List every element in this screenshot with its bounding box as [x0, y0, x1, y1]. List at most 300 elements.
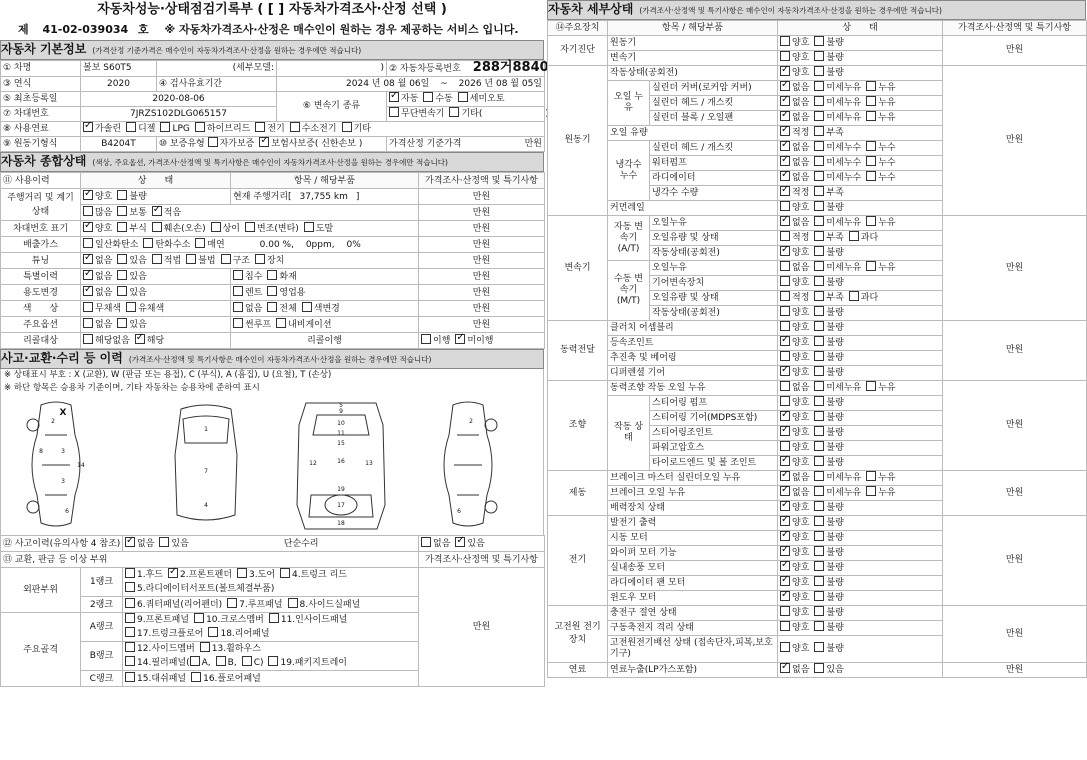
checkbox[interactable] — [194, 613, 204, 623]
checkbox[interactable] — [125, 598, 135, 608]
checkbox[interactable] — [849, 291, 859, 301]
checkbox[interactable] — [814, 381, 824, 391]
checkbox-option[interactable] — [814, 623, 843, 633]
checkbox-option[interactable] — [780, 644, 809, 654]
checkbox-checked[interactable] — [780, 426, 790, 436]
checkbox[interactable] — [780, 291, 790, 301]
checkbox-checked[interactable] — [780, 516, 790, 526]
checkbox[interactable] — [152, 222, 162, 232]
checkbox-option[interactable] — [780, 488, 809, 498]
checkbox-option[interactable] — [780, 368, 809, 378]
checkbox[interactable] — [288, 598, 298, 608]
checkbox-option[interactable] — [780, 503, 809, 513]
checkbox[interactable] — [117, 254, 127, 264]
checkbox-option[interactable] — [866, 98, 895, 108]
checkbox[interactable] — [389, 107, 399, 117]
checkbox-option[interactable] — [780, 563, 809, 573]
checkbox-checked[interactable] — [780, 411, 790, 421]
checkbox-option[interactable] — [267, 304, 296, 314]
checkbox-option[interactable] — [458, 94, 505, 104]
checkbox[interactable] — [780, 642, 790, 652]
checkbox[interactable] — [814, 96, 824, 106]
checkbox[interactable] — [814, 36, 824, 46]
checkbox-option[interactable] — [866, 143, 895, 153]
checkbox-option[interactable] — [242, 658, 264, 668]
checkbox[interactable] — [342, 122, 352, 132]
checkbox[interactable] — [814, 411, 824, 421]
checkbox[interactable] — [814, 246, 824, 256]
checkbox[interactable] — [160, 122, 170, 132]
checkbox-checked[interactable] — [780, 561, 790, 571]
checkbox-option[interactable] — [780, 188, 809, 198]
checkbox[interactable] — [268, 656, 278, 666]
checkbox-option[interactable] — [814, 173, 861, 183]
checkbox[interactable] — [195, 238, 205, 248]
checkbox[interactable] — [814, 546, 824, 556]
checkbox-option[interactable] — [233, 288, 262, 298]
checkbox-option[interactable] — [814, 413, 843, 423]
checkbox-option[interactable] — [866, 113, 895, 123]
checkbox-option[interactable] — [780, 665, 809, 675]
checkbox-option[interactable] — [780, 218, 809, 228]
checkbox-option[interactable] — [780, 443, 809, 453]
checkbox[interactable] — [814, 276, 824, 286]
checkbox-option[interactable] — [117, 224, 146, 234]
checkbox[interactable] — [117, 222, 127, 232]
checkbox-option[interactable] — [814, 488, 861, 498]
checkbox[interactable] — [780, 201, 790, 211]
checkbox[interactable] — [780, 441, 790, 451]
checkbox[interactable] — [780, 51, 790, 61]
checkbox-checked[interactable] — [780, 171, 790, 181]
checkbox[interactable] — [242, 656, 252, 666]
checkbox-option[interactable] — [280, 570, 347, 580]
checkbox-option[interactable] — [290, 124, 337, 134]
checkbox-option[interactable] — [276, 320, 331, 330]
checkbox[interactable] — [255, 122, 265, 132]
checkbox-option[interactable] — [423, 94, 452, 104]
checkbox[interactable] — [814, 396, 824, 406]
checkbox-checked[interactable] — [780, 81, 790, 91]
checkbox[interactable] — [814, 186, 824, 196]
checkbox[interactable] — [421, 334, 431, 344]
checkbox[interactable] — [269, 613, 279, 623]
checkbox-option[interactable] — [233, 304, 262, 314]
checkbox-checked[interactable] — [780, 591, 790, 601]
checkbox-option[interactable] — [421, 336, 450, 346]
checkbox[interactable] — [814, 516, 824, 526]
checkbox[interactable] — [814, 441, 824, 451]
checkbox-option[interactable] — [780, 608, 809, 618]
checkbox-option[interactable] — [421, 539, 450, 549]
checkbox-checked[interactable] — [135, 334, 145, 344]
checkbox[interactable] — [780, 36, 790, 46]
checkbox-option[interactable] — [780, 293, 809, 303]
checkbox-option[interactable] — [780, 338, 809, 348]
checkbox[interactable] — [814, 561, 824, 571]
checkbox-option[interactable] — [126, 124, 155, 134]
checkbox[interactable] — [290, 122, 300, 132]
checkbox-checked[interactable] — [780, 501, 790, 511]
checkbox-checked[interactable] — [125, 537, 135, 547]
checkbox-option[interactable] — [195, 240, 224, 250]
checkbox-checked[interactable] — [780, 456, 790, 466]
checkbox-checked[interactable] — [259, 137, 269, 147]
checkbox-checked[interactable] — [780, 486, 790, 496]
checkbox[interactable] — [814, 531, 824, 541]
checkbox-option[interactable] — [814, 533, 843, 543]
checkbox-option[interactable] — [814, 323, 843, 333]
checkbox-option[interactable] — [780, 233, 809, 243]
checkbox-option[interactable] — [83, 224, 112, 234]
checkbox-option[interactable] — [269, 615, 347, 625]
checkbox[interactable] — [814, 456, 824, 466]
checkbox[interactable] — [780, 381, 790, 391]
checkbox-option[interactable] — [780, 323, 809, 333]
checkbox-option[interactable] — [780, 308, 809, 318]
checkbox[interactable] — [814, 156, 824, 166]
checkbox-option[interactable] — [814, 338, 843, 348]
checkbox-option[interactable] — [780, 68, 809, 78]
checkbox-option[interactable] — [208, 629, 269, 639]
checkbox[interactable] — [814, 501, 824, 511]
checkbox[interactable] — [814, 201, 824, 211]
checkbox[interactable] — [190, 656, 200, 666]
checkbox-option[interactable] — [814, 665, 843, 675]
checkbox-option[interactable] — [117, 272, 146, 282]
checkbox-option[interactable] — [208, 139, 255, 149]
checkbox-option[interactable] — [83, 256, 112, 266]
checkbox[interactable] — [126, 122, 136, 132]
checkbox-option[interactable] — [780, 458, 809, 468]
checkbox-option[interactable] — [780, 113, 809, 123]
checkbox-option[interactable] — [83, 272, 112, 282]
checkbox-option[interactable] — [267, 288, 305, 298]
checkbox[interactable] — [280, 568, 290, 578]
checkbox[interactable] — [814, 606, 824, 616]
checkbox-checked[interactable] — [152, 206, 162, 216]
checkbox-checked[interactable] — [83, 190, 93, 200]
checkbox[interactable] — [814, 351, 824, 361]
checkbox[interactable] — [83, 318, 93, 328]
checkbox-option[interactable] — [455, 336, 493, 346]
checkbox-option[interactable] — [814, 398, 843, 408]
checkbox[interactable] — [780, 621, 790, 631]
checkbox-option[interactable] — [814, 593, 843, 603]
checkbox-checked[interactable] — [455, 537, 465, 547]
checkbox[interactable] — [780, 606, 790, 616]
checkbox-option[interactable] — [780, 548, 809, 558]
checkbox-option[interactable] — [814, 503, 843, 513]
checkbox-checked[interactable] — [780, 576, 790, 586]
checkbox[interactable] — [780, 261, 790, 271]
checkbox[interactable] — [208, 137, 218, 147]
checkbox[interactable] — [780, 351, 790, 361]
checkbox-checked[interactable] — [780, 156, 790, 166]
checkbox-option[interactable] — [83, 288, 112, 298]
checkbox[interactable] — [458, 92, 468, 102]
checkbox[interactable] — [814, 486, 824, 496]
checkbox[interactable] — [221, 254, 231, 264]
checkbox-option[interactable] — [117, 256, 146, 266]
checkbox[interactable] — [423, 92, 433, 102]
checkbox-option[interactable] — [237, 570, 275, 580]
checkbox[interactable] — [152, 254, 162, 264]
checkbox-option[interactable] — [780, 428, 809, 438]
checkbox[interactable] — [814, 66, 824, 76]
checkbox[interactable] — [117, 206, 127, 216]
checkbox-checked[interactable] — [780, 186, 790, 196]
checkbox[interactable] — [233, 302, 243, 312]
checkbox[interactable] — [814, 471, 824, 481]
checkbox-option[interactable] — [267, 272, 296, 282]
checkbox-option[interactable] — [126, 304, 164, 314]
checkbox[interactable] — [233, 270, 243, 280]
checkbox[interactable] — [814, 216, 824, 226]
checkbox[interactable] — [125, 613, 135, 623]
checkbox[interactable] — [849, 231, 859, 241]
checkbox[interactable] — [780, 276, 790, 286]
checkbox-option[interactable] — [866, 158, 895, 168]
checkbox-option[interactable] — [814, 143, 861, 153]
checkbox-option[interactable] — [191, 674, 261, 684]
checkbox-option[interactable] — [814, 443, 843, 453]
checkbox-option[interactable] — [814, 608, 843, 618]
checkbox[interactable] — [200, 642, 210, 652]
checkbox-option[interactable] — [152, 224, 206, 234]
checkbox-option[interactable] — [190, 658, 211, 668]
checkbox-checked[interactable] — [780, 546, 790, 556]
checkbox-option[interactable] — [152, 256, 181, 266]
checkbox-option[interactable] — [814, 458, 843, 468]
checkbox-option[interactable] — [866, 473, 895, 483]
checkbox-option[interactable] — [83, 124, 121, 134]
checkbox-option[interactable] — [849, 233, 878, 243]
checkbox[interactable] — [814, 576, 824, 586]
checkbox[interactable] — [780, 321, 790, 331]
checkbox-checked[interactable] — [455, 334, 465, 344]
checkbox-checked[interactable] — [780, 66, 790, 76]
checkbox-option[interactable] — [814, 548, 843, 558]
checkbox-option[interactable] — [389, 94, 418, 104]
checkbox-option[interactable] — [780, 473, 809, 483]
checkbox-option[interactable] — [814, 83, 861, 93]
checkbox-option[interactable] — [866, 383, 895, 393]
checkbox[interactable] — [866, 486, 876, 496]
checkbox-checked[interactable] — [780, 246, 790, 256]
checkbox[interactable] — [780, 306, 790, 316]
checkbox-checked[interactable] — [389, 92, 399, 102]
checkbox[interactable] — [814, 621, 824, 631]
checkbox-option[interactable] — [389, 109, 444, 119]
checkbox-option[interactable] — [233, 320, 271, 330]
checkbox[interactable] — [814, 336, 824, 346]
checkbox-checked[interactable] — [83, 286, 93, 296]
checkbox-option[interactable] — [866, 218, 895, 228]
checkbox-option[interactable] — [814, 218, 861, 228]
checkbox-option[interactable] — [83, 304, 121, 314]
checkbox-option[interactable] — [780, 278, 809, 288]
checkbox-option[interactable] — [814, 293, 843, 303]
checkbox-option[interactable] — [342, 124, 371, 134]
checkbox-option[interactable] — [814, 278, 843, 288]
checkbox-option[interactable] — [814, 368, 843, 378]
checkbox-option[interactable] — [152, 208, 181, 218]
checkbox-option[interactable] — [866, 83, 895, 93]
checkbox-option[interactable] — [227, 600, 282, 610]
checkbox[interactable] — [208, 627, 218, 637]
checkbox-option[interactable] — [780, 248, 809, 258]
checkbox-checked[interactable] — [83, 254, 93, 264]
checkbox[interactable] — [866, 381, 876, 391]
checkbox[interactable] — [83, 238, 93, 248]
checkbox-option[interactable] — [160, 124, 189, 134]
checkbox-checked[interactable] — [83, 270, 93, 280]
checkbox-option[interactable] — [814, 563, 843, 573]
checkbox-option[interactable] — [780, 518, 809, 528]
checkbox-checked[interactable] — [780, 336, 790, 346]
checkbox-option[interactable] — [125, 629, 203, 639]
checkbox-option[interactable] — [866, 173, 895, 183]
checkbox-option[interactable] — [780, 263, 809, 273]
checkbox-option[interactable] — [780, 398, 809, 408]
checkbox-option[interactable] — [814, 113, 861, 123]
checkbox[interactable] — [814, 321, 824, 331]
checkbox[interactable] — [267, 302, 277, 312]
checkbox-option[interactable] — [125, 615, 189, 625]
checkbox[interactable] — [814, 591, 824, 601]
checkbox-option[interactable] — [866, 263, 895, 273]
checkbox[interactable] — [866, 111, 876, 121]
checkbox-option[interactable] — [259, 139, 362, 149]
checkbox-option[interactable] — [125, 539, 154, 549]
checkbox[interactable] — [814, 111, 824, 121]
checkbox-checked[interactable] — [780, 111, 790, 121]
checkbox-option[interactable] — [814, 203, 843, 213]
checkbox-option[interactable] — [814, 38, 843, 48]
checkbox-option[interactable] — [449, 109, 482, 119]
checkbox[interactable] — [125, 627, 135, 637]
checkbox-option[interactable] — [125, 600, 222, 610]
checkbox-checked[interactable] — [780, 663, 790, 673]
checkbox[interactable] — [83, 302, 93, 312]
checkbox[interactable] — [866, 171, 876, 181]
checkbox[interactable] — [814, 663, 824, 673]
checkbox-option[interactable] — [194, 615, 264, 625]
checkbox[interactable] — [83, 206, 93, 216]
checkbox[interactable] — [866, 96, 876, 106]
checkbox-checked[interactable] — [780, 471, 790, 481]
checkbox-option[interactable] — [780, 98, 809, 108]
checkbox[interactable] — [302, 302, 312, 312]
checkbox-option[interactable] — [814, 188, 843, 198]
checkbox-option[interactable] — [780, 383, 809, 393]
checkbox[interactable] — [125, 582, 135, 592]
checkbox[interactable] — [449, 107, 459, 117]
checkbox-option[interactable] — [117, 288, 146, 298]
checkbox-option[interactable] — [780, 143, 809, 153]
checkbox-option[interactable] — [814, 98, 861, 108]
checkbox[interactable] — [814, 126, 824, 136]
checkbox-option[interactable] — [168, 570, 232, 580]
checkbox[interactable] — [159, 537, 169, 547]
checkbox[interactable] — [216, 656, 226, 666]
checkbox[interactable] — [866, 81, 876, 91]
checkbox-option[interactable] — [814, 518, 843, 528]
checkbox-option[interactable] — [233, 272, 262, 282]
checkbox-option[interactable] — [83, 320, 112, 330]
checkbox-option[interactable] — [814, 308, 843, 318]
checkbox-option[interactable] — [780, 578, 809, 588]
checkbox-option[interactable] — [814, 263, 861, 273]
checkbox-checked[interactable] — [83, 222, 93, 232]
checkbox-option[interactable] — [211, 224, 240, 234]
checkbox[interactable] — [814, 426, 824, 436]
checkbox-option[interactable] — [255, 124, 284, 134]
checkbox-option[interactable] — [780, 158, 809, 168]
checkbox-option[interactable] — [780, 623, 809, 633]
checkbox-option[interactable] — [814, 158, 861, 168]
checkbox-option[interactable] — [780, 353, 809, 363]
checkbox-checked[interactable] — [780, 126, 790, 136]
checkbox-option[interactable] — [814, 68, 843, 78]
checkbox-checked[interactable] — [780, 141, 790, 151]
checkbox-option[interactable] — [125, 674, 186, 684]
checkbox-option[interactable] — [866, 488, 895, 498]
checkbox[interactable] — [814, 231, 824, 241]
checkbox[interactable] — [83, 334, 93, 344]
checkbox[interactable] — [814, 81, 824, 91]
checkbox-option[interactable] — [83, 240, 138, 250]
checkbox-option[interactable] — [135, 336, 164, 346]
checkbox-option[interactable] — [221, 256, 250, 266]
checkbox-option[interactable] — [288, 600, 361, 610]
checkbox-option[interactable] — [814, 644, 843, 654]
checkbox[interactable] — [866, 261, 876, 271]
checkbox-option[interactable] — [125, 584, 274, 594]
checkbox-checked[interactable] — [780, 96, 790, 106]
checkbox[interactable] — [227, 598, 237, 608]
checkbox-option[interactable] — [125, 644, 195, 654]
checkbox-option[interactable] — [814, 128, 843, 138]
checkbox[interactable] — [780, 231, 790, 241]
checkbox-option[interactable] — [814, 383, 861, 393]
checkbox[interactable] — [276, 318, 286, 328]
checkbox-option[interactable] — [125, 570, 163, 580]
checkbox[interactable] — [191, 672, 201, 682]
checkbox-option[interactable] — [268, 658, 346, 668]
checkbox[interactable] — [211, 222, 221, 232]
checkbox[interactable] — [814, 141, 824, 151]
checkbox-option[interactable] — [780, 593, 809, 603]
checkbox[interactable] — [814, 51, 824, 61]
checkbox-option[interactable] — [83, 336, 130, 346]
checkbox[interactable] — [117, 190, 127, 200]
checkbox-option[interactable] — [83, 208, 112, 218]
checkbox[interactable] — [117, 286, 127, 296]
checkbox-option[interactable] — [780, 203, 809, 213]
checkbox-option[interactable] — [814, 473, 861, 483]
checkbox-option[interactable] — [780, 173, 809, 183]
checkbox[interactable] — [117, 270, 127, 280]
checkbox-option[interactable] — [159, 539, 188, 549]
checkbox[interactable] — [421, 537, 431, 547]
checkbox-option[interactable] — [814, 428, 843, 438]
checkbox[interactable] — [125, 672, 135, 682]
checkbox-checked[interactable] — [780, 216, 790, 226]
checkbox-option[interactable] — [455, 539, 484, 549]
checkbox-option[interactable] — [780, 38, 809, 48]
